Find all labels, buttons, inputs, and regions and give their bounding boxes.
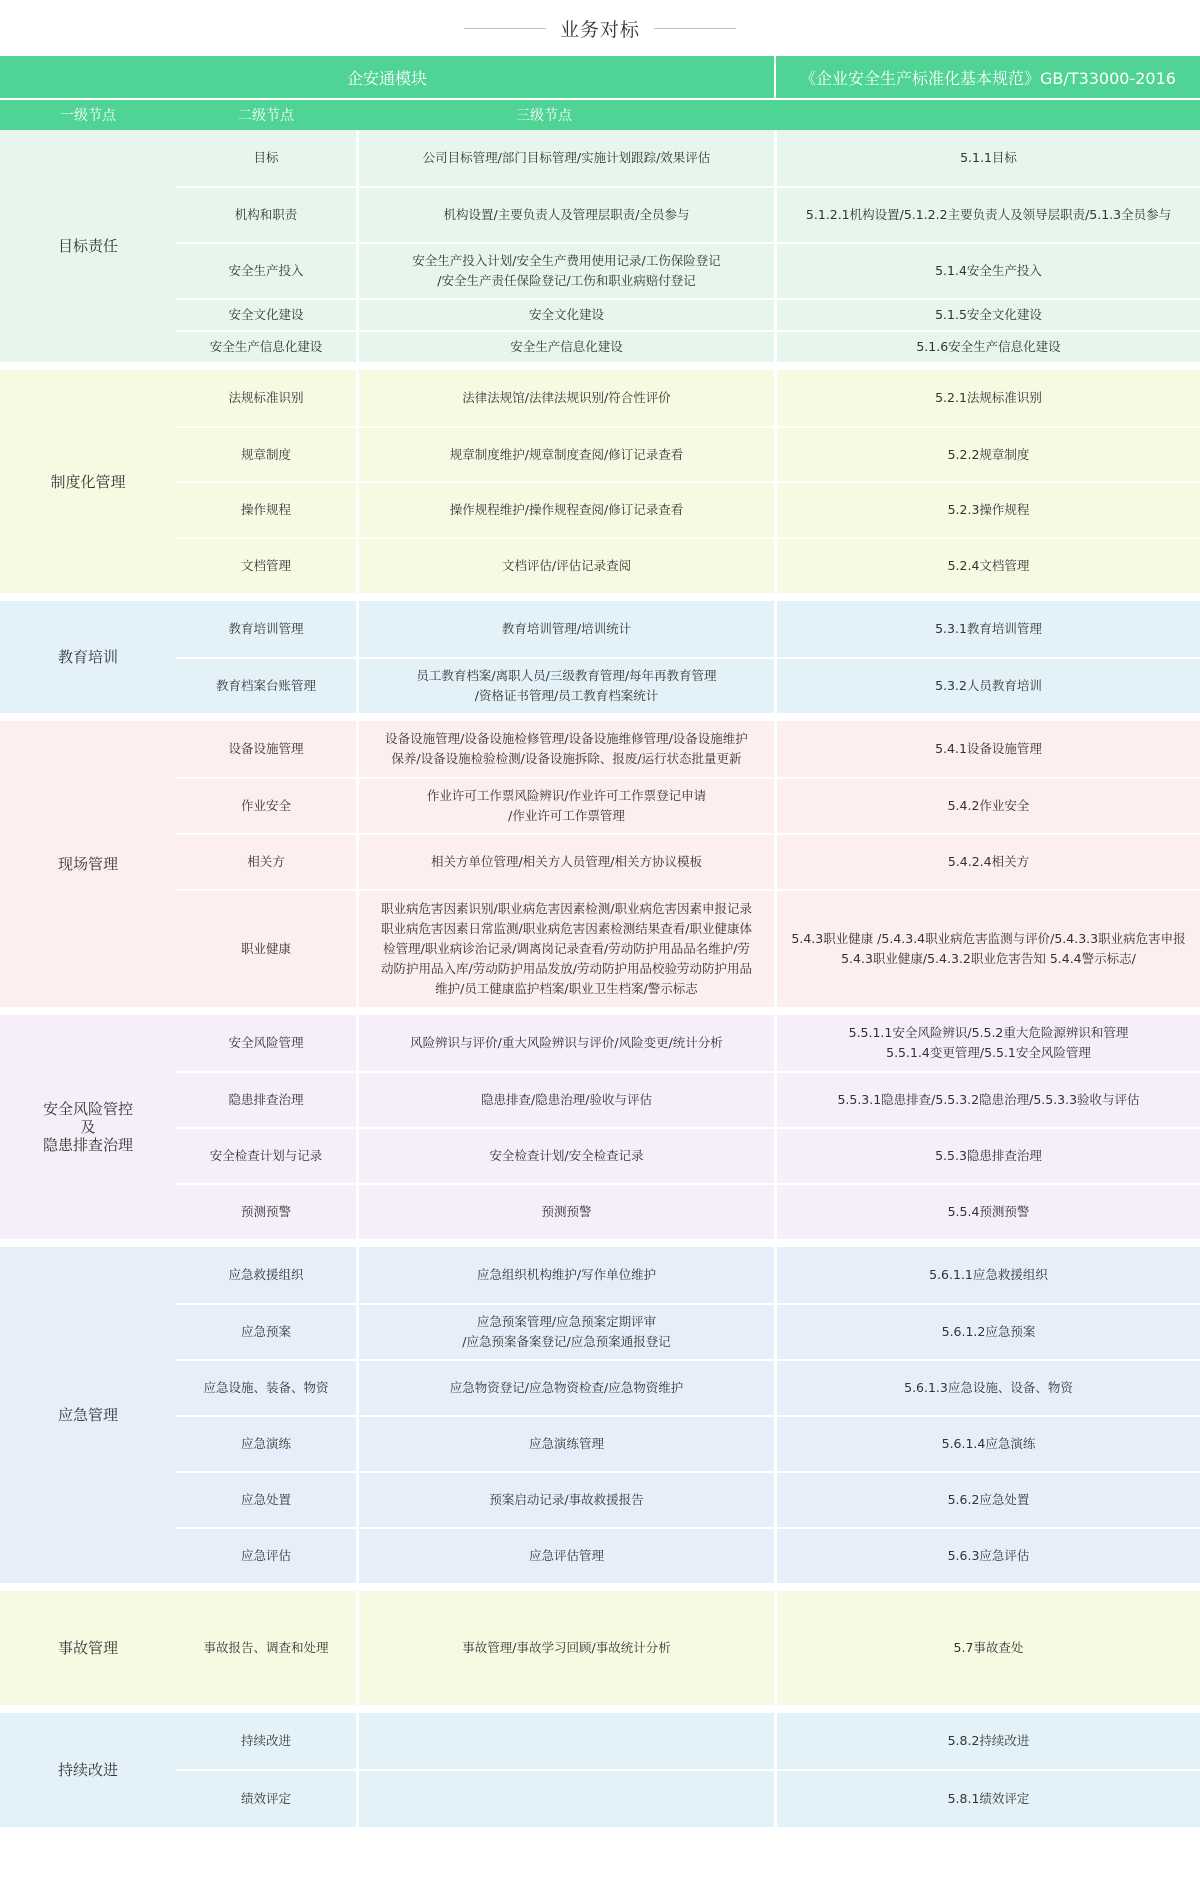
table-row xyxy=(176,1769,1200,1827)
level3-node: 教育培训管理/培训统计 xyxy=(356,601,774,657)
standard-clause: 5.6.1.3应急设施、设备、物资 xyxy=(774,1361,1200,1415)
table-row xyxy=(176,1591,1200,1705)
level3-node: 设备设施管理/设备设施检修管理/设备设施维修管理/设备设施维护 保养/设备设施检验检测/设备设施拆除、报废/运行状态批量更新 xyxy=(356,721,774,777)
level3-node: 风险辨识与评价/重大风险辨识与评价/风险变更/统计分析 xyxy=(356,1015,774,1071)
level2-node: 相关方 xyxy=(176,835,356,889)
standard-clause: 5.6.3应急评估 xyxy=(774,1529,1200,1583)
level2-node: 作业安全 xyxy=(176,779,356,833)
table-row xyxy=(176,1247,1200,1303)
standard-clause: 5.4.1设备设施管理 xyxy=(774,721,1200,777)
standard-clause: 5.1.2.1机构设置/5.1.2.2主要负责人及领导层职责/5.1.3全员参与 xyxy=(774,188,1200,242)
level3-node xyxy=(356,1771,774,1827)
level3-node: 预测预警 xyxy=(356,1185,774,1239)
standard-clause: 5.2.1法规标准识别 xyxy=(774,370,1200,426)
level3-node: 作业许可工作票风险辨识/作业许可工作票登记申请 /作业许可工作票管理 xyxy=(356,779,774,833)
level3-node xyxy=(356,1713,774,1769)
level3-node: 员工教育档案/离职人员/三级教育管理/每年再教育管理 /资格证书管理/员工教育档案统计 xyxy=(356,659,774,713)
level2-node: 预测预警 xyxy=(176,1185,356,1239)
table-row xyxy=(176,186,1200,242)
level3-node: 事故管理/事故学习回顾/事故统计分析 xyxy=(356,1591,774,1705)
standard-clause: 5.3.2人员教育培训 xyxy=(774,659,1200,713)
section-rows xyxy=(176,1015,1200,1239)
standard-clause: 5.2.4文档管理 xyxy=(774,539,1200,593)
table-row xyxy=(176,1015,1200,1071)
section-rows xyxy=(176,130,1200,362)
level1-node: 持续改进 xyxy=(0,1713,176,1827)
standard-clause: 5.4.2.4相关方 xyxy=(774,835,1200,889)
table-row xyxy=(176,1071,1200,1127)
level2-node: 职业健康 xyxy=(176,891,356,1007)
table-row xyxy=(176,1713,1200,1769)
column-level3: 三级节点 xyxy=(516,108,572,124)
standard-clause: 5.5.4预测预警 xyxy=(774,1185,1200,1239)
level3-node: 文档评估/评估记录查阅 xyxy=(356,539,774,593)
standard-clause: 5.5.1.1安全风险辨识/5.5.2重大危险源辨识和管理 5.5.1.4变更管理/5.5.1安全风险管理 xyxy=(774,1015,1200,1071)
section-rows xyxy=(176,1713,1200,1827)
standard-clause: 5.6.1.4应急演练 xyxy=(774,1417,1200,1471)
standard-clause: 5.1.5安全文化建设 xyxy=(774,300,1200,330)
level2-node: 隐患排查治理 xyxy=(176,1073,356,1127)
level1-node: 现场管理 xyxy=(0,721,176,1007)
table-top-header xyxy=(0,56,1200,98)
level2-node: 安全检查计划与记录 xyxy=(176,1129,356,1183)
title-left-rule xyxy=(464,28,546,29)
table-row xyxy=(176,330,1200,362)
level3-node: 预案启动记录/事故救援报告 xyxy=(356,1473,774,1527)
level3-node: 安全生产投入计划/安全生产费用使用记录/工伤保险登记 /安全生产责任保险登记/工伤和职业病赔付登记 xyxy=(356,244,774,298)
table-row xyxy=(176,426,1200,481)
level2-node: 应急设施、装备、物资 xyxy=(176,1361,356,1415)
level2-node: 教育档案台账管理 xyxy=(176,659,356,713)
level2-node: 应急救援组织 xyxy=(176,1247,356,1303)
table-row xyxy=(176,721,1200,777)
level3-node: 机构设置/主要负责人及管理层职责/全员参与 xyxy=(356,188,774,242)
standard-clause: 5.7事故查处 xyxy=(774,1591,1200,1705)
level2-node: 文档管理 xyxy=(176,539,356,593)
level3-node: 操作规程维护/操作规程查阅/修订记录查看 xyxy=(356,483,774,537)
table-row xyxy=(176,1359,1200,1415)
level1-node: 制度化管理 xyxy=(0,370,176,593)
level2-node: 机构和职责 xyxy=(176,188,356,242)
table-row xyxy=(176,1415,1200,1471)
level2-node: 持续改进 xyxy=(176,1713,356,1769)
level3-node: 应急演练管理 xyxy=(356,1417,774,1471)
table-row xyxy=(176,298,1200,330)
standard-clause: 5.1.6安全生产信息化建设 xyxy=(774,332,1200,362)
level3-node: 公司目标管理/部门目标管理/实施计划跟踪/效果评估 xyxy=(356,130,774,186)
standard-clause: 5.5.3.1隐患排查/5.5.3.2隐患治理/5.5.3.3验收与评估 xyxy=(774,1073,1200,1127)
level2-node: 事故报告、调查和处理 xyxy=(176,1591,356,1705)
level3-node: 应急物资登记/应急物资检查/应急物资维护 xyxy=(356,1361,774,1415)
table-row xyxy=(176,1183,1200,1239)
standard-clause: 5.6.1.2应急预案 xyxy=(774,1305,1200,1359)
level2-node: 应急预案 xyxy=(176,1305,356,1359)
level1-node: 应急管理 xyxy=(0,1247,176,1583)
table-section xyxy=(0,593,1200,713)
level3-node: 职业病危害因素识别/职业病危害因素检测/职业病危害因素申报记录 职业病危害因素日常监测/职业病危害因素检测结果查看/职业健康体 检管理/职业病诊治记录/调离岗记录查看/劳动防护用品品名维护/劳 动防护用品入库/劳动防护用品发放/劳动防护用品校验劳动防护用品 维护/员工健康监护档案/职业卫生档案/警示标志 xyxy=(356,891,774,1007)
header-standard: 《企业安全生产标准化基本规范》GB/T33000-2016 xyxy=(800,68,1176,88)
standard-clause: 5.2.3操作规程 xyxy=(774,483,1200,537)
column-standard xyxy=(774,100,1200,130)
header-module: 企安通模块 xyxy=(346,68,427,88)
standard-clause: 5.4.3职业健康 /5.4.3.4职业病危害监测与评价/5.4.3.3职业病危害申报 5.4.3职业健康/5.4.3.2职业危害告知 5.4.4警示标志/ xyxy=(774,891,1200,1007)
table-row xyxy=(176,601,1200,657)
level2-node: 应急评估 xyxy=(176,1529,356,1583)
level2-node: 应急演练 xyxy=(176,1417,356,1471)
table-body xyxy=(0,130,1200,1827)
level2-node: 操作规程 xyxy=(176,483,356,537)
section-rows xyxy=(176,1247,1200,1583)
section-rows xyxy=(176,370,1200,593)
table-row xyxy=(176,537,1200,593)
standard-clause: 5.6.1.1应急救援组织 xyxy=(774,1247,1200,1303)
level2-node: 目标 xyxy=(176,130,356,186)
page-title: 业务对标 xyxy=(559,18,640,41)
level2-node: 教育培训管理 xyxy=(176,601,356,657)
table-section xyxy=(0,130,1200,362)
level3-node: 隐患排查/隐患治理/验收与评估 xyxy=(356,1073,774,1127)
standard-clause: 5.8.2持续改进 xyxy=(774,1713,1200,1769)
standard-clause: 5.3.1教育培训管理 xyxy=(774,601,1200,657)
level1-node: 安全风险管控 及 隐患排查治理 xyxy=(0,1015,176,1239)
level3-node: 应急组织机构维护/写作单位维护 xyxy=(356,1247,774,1303)
page-header xyxy=(0,0,1200,56)
level1-node: 事故管理 xyxy=(0,1591,176,1705)
level1-node: 教育培训 xyxy=(0,601,176,713)
table-row xyxy=(176,481,1200,537)
table-column-header xyxy=(0,100,1200,130)
level3-node: 应急评估管理 xyxy=(356,1529,774,1583)
table-row xyxy=(176,1471,1200,1527)
standard-clause: 5.4.2作业安全 xyxy=(774,779,1200,833)
level3-node: 安全生产信息化建设 xyxy=(356,332,774,362)
table-section xyxy=(0,1007,1200,1239)
table-section xyxy=(0,1239,1200,1583)
table-row xyxy=(176,657,1200,713)
table-row xyxy=(176,777,1200,833)
level3-node: 相关方单位管理/相关方人员管理/相关方协议模板 xyxy=(356,835,774,889)
table-row xyxy=(176,1127,1200,1183)
standard-clause: 5.1.4安全生产投入 xyxy=(774,244,1200,298)
table-row xyxy=(176,1527,1200,1583)
level1-node: 目标责任 xyxy=(0,130,176,362)
standard-clause: 5.2.2规章制度 xyxy=(774,428,1200,481)
standard-clause: 5.6.2应急处置 xyxy=(774,1473,1200,1527)
level2-node: 安全生产投入 xyxy=(176,244,356,298)
level2-node: 应急处置 xyxy=(176,1473,356,1527)
level2-node: 绩效评定 xyxy=(176,1771,356,1827)
standard-clause: 5.1.1目标 xyxy=(774,130,1200,186)
section-rows xyxy=(176,1591,1200,1705)
table-row xyxy=(176,370,1200,426)
level3-node: 规章制度维护/规章制度查阅/修订记录查看 xyxy=(356,428,774,481)
table-section xyxy=(0,362,1200,593)
level2-node: 法规标准识别 xyxy=(176,370,356,426)
level3-node: 应急预案管理/应急预案定期评审 /应急预案备案登记/应急预案通报登记 xyxy=(356,1305,774,1359)
level2-node: 设备设施管理 xyxy=(176,721,356,777)
table-section xyxy=(0,713,1200,1007)
column-level1: 一级节点 xyxy=(60,108,116,124)
table-row xyxy=(176,242,1200,298)
level2-node: 安全文化建设 xyxy=(176,300,356,330)
table-row xyxy=(176,1303,1200,1359)
level3-node: 法律法规馆/法律法规识别/符合性评价 xyxy=(356,370,774,426)
title-right-rule xyxy=(654,28,736,29)
table-row xyxy=(176,130,1200,186)
table-row xyxy=(176,889,1200,1007)
standard-clause: 5.5.3隐患排查治理 xyxy=(774,1129,1200,1183)
section-rows xyxy=(176,721,1200,1007)
level2-node: 安全风险管理 xyxy=(176,1015,356,1071)
table-row xyxy=(176,833,1200,889)
level3-node: 安全文化建设 xyxy=(356,300,774,330)
table-section xyxy=(0,1705,1200,1827)
table-section xyxy=(0,1583,1200,1705)
level3-node: 安全检查计划/安全检查记录 xyxy=(356,1129,774,1183)
standard-clause: 5.8.1绩效评定 xyxy=(774,1771,1200,1827)
section-rows xyxy=(176,601,1200,713)
level2-node: 规章制度 xyxy=(176,428,356,481)
level2-node: 安全生产信息化建设 xyxy=(176,332,356,362)
column-level2: 二级节点 xyxy=(238,108,294,124)
